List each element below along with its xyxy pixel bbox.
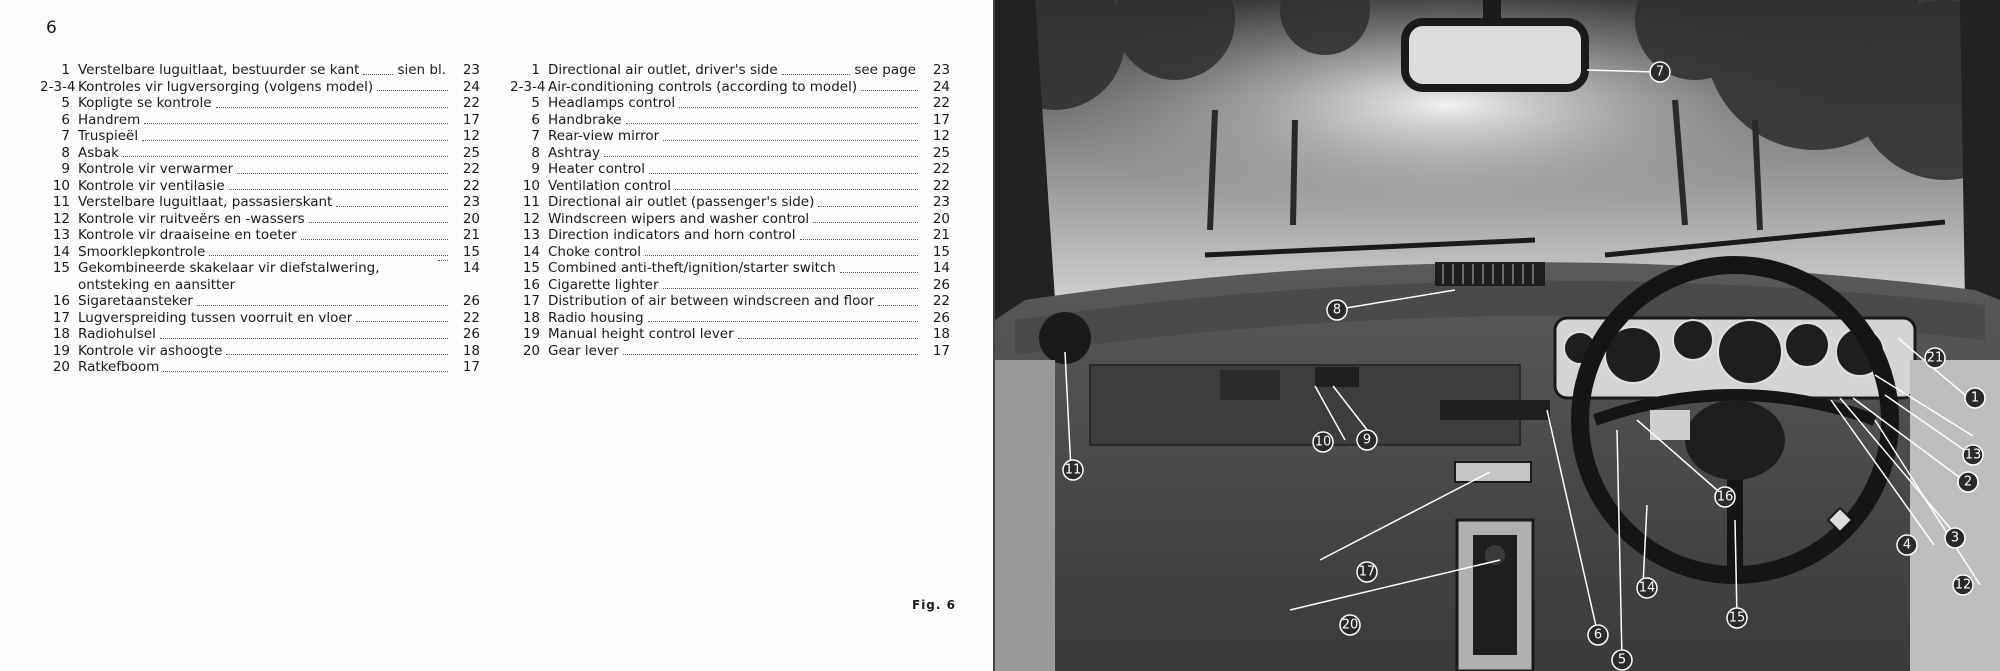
legend-page: 18 (932, 326, 950, 342)
legend-page: 12 (932, 128, 950, 144)
callout-3 (1945, 528, 1965, 548)
callout-4 (1897, 535, 1917, 555)
legend-label: Distribution of air between windscreen and floor (548, 293, 875, 309)
legend-label: Ventilation control (548, 177, 672, 194)
callout-number: 5 (1617, 652, 1627, 668)
leader-dots (675, 189, 918, 190)
legend-page: 22 (462, 309, 480, 326)
steering-column-label (1650, 410, 1690, 440)
leader-dots (336, 206, 448, 207)
callout-15 (1727, 608, 1747, 628)
legend-label: Kontroles vir lugversorging (volgens model) (78, 78, 374, 95)
legend-number: 11 (522, 194, 540, 210)
leader-dots (377, 90, 448, 91)
callout-number: 4 (1902, 537, 1912, 553)
afrikaans-legend-row (40, 112, 480, 129)
afrikaans-legend-row (40, 343, 480, 360)
leader-dots (216, 107, 448, 108)
callout-number: 21 (1926, 350, 1944, 366)
legend-page: 25 (462, 144, 480, 161)
leader-dots (209, 255, 448, 256)
legend-label: Sigaretaansteker (78, 293, 193, 309)
legend-number: 1 (61, 62, 70, 78)
driver-door (1910, 360, 2000, 671)
callout-number: 17 (1358, 564, 1376, 580)
rear-view-mirror (1405, 22, 1585, 88)
legend-page: 22 (932, 161, 950, 177)
legend-label: Gear lever (548, 342, 619, 359)
legend-number: 19 (522, 326, 540, 342)
legend-page: 15 (462, 243, 480, 260)
legend-number: 7 (61, 128, 70, 144)
air-distribution-slider (1455, 462, 1531, 482)
legend-number: 6 (61, 111, 70, 128)
heater-controls (1315, 367, 1359, 387)
legend-label: Gekombineerde skakelaar vir diefstalwering, ontsteking en aansitter (78, 260, 380, 293)
legend-number: 12 (522, 210, 540, 227)
english-legend-row (510, 178, 950, 195)
legend-number: 2-3-4 (40, 78, 76, 95)
legend-label: Asbak (78, 144, 119, 161)
english-legend-row (510, 293, 950, 310)
legend-page: 23 (462, 62, 480, 78)
legend-label: Kontrole vir verwarmer (78, 161, 234, 177)
afrikaans-legend-row (40, 79, 480, 96)
leader-dots (356, 321, 448, 322)
leader-dots (163, 371, 448, 372)
text-page (0, 0, 993, 671)
callout-number: 3 (1950, 530, 1960, 546)
legend-label: Handrem (78, 111, 141, 128)
dashboard-photo (995, 0, 2000, 671)
legend-number: 9 (531, 161, 540, 177)
callout-number: 15 (1728, 610, 1746, 626)
legend-number: 17 (52, 309, 70, 326)
afrikaans-legend-row (40, 211, 480, 228)
legend-number: 5 (531, 95, 540, 111)
english-legend-row (510, 95, 950, 112)
afrikaans-legend-row (40, 260, 480, 293)
afrikaans-legend-row (40, 326, 480, 343)
afrikaans-legend-row (40, 128, 480, 145)
callout-6 (1588, 625, 1608, 645)
callout-number: 6 (1593, 627, 1603, 643)
callout-17 (1357, 562, 1377, 582)
legend-number: 20 (522, 342, 540, 359)
callout-16 (1715, 487, 1735, 507)
legend-label: Rear-view mirror (548, 128, 660, 144)
english-legend-row (510, 244, 950, 261)
legend-number: 10 (52, 177, 70, 194)
glove-box-latch (1220, 370, 1280, 400)
leader-dots (438, 260, 448, 261)
legend-page: 18 (462, 342, 480, 359)
callout-14 (1637, 578, 1657, 598)
steering-wheel-hub (1685, 400, 1785, 480)
legend-number: 16 (522, 276, 540, 293)
legend-label: Kontrole vir ventilasie (78, 177, 225, 194)
english-legend-row (510, 227, 950, 244)
english-legend-row (510, 194, 950, 211)
central-vent (1435, 262, 1545, 286)
legend-page: 20 (932, 210, 950, 227)
legend-label: Directional air outlet (passenger's side) (548, 194, 815, 210)
callout-21 (1925, 348, 1945, 368)
legend-number: 9 (61, 161, 70, 177)
legend-page: 26 (932, 276, 950, 293)
legend-page: 24 (932, 78, 950, 95)
leader-dots (679, 107, 918, 108)
english-legend-row (510, 277, 950, 294)
english-legend-row (510, 310, 950, 327)
legend-number: 8 (531, 144, 540, 161)
leader-dots (229, 189, 448, 190)
legend-number: 1 (531, 62, 540, 78)
english-legend-row (510, 260, 950, 277)
afrikaans-legend-row (40, 95, 480, 112)
legend-number: 12 (52, 210, 70, 227)
leader-dots (604, 156, 918, 157)
legend-number: 7 (531, 128, 540, 144)
callout-number: 8 (1332, 302, 1342, 318)
legend-label: Kopligte se kontrole (78, 95, 212, 111)
legend-number: 18 (52, 326, 70, 342)
page-reference-prefix: sien bl. (397, 62, 446, 78)
legend-number: 6 (531, 111, 540, 128)
legend-label: Handbrake (548, 111, 622, 128)
legend-page: 15 (932, 243, 950, 260)
leader-dots (649, 173, 918, 174)
legend-page: 26 (932, 309, 950, 326)
leader-dots (144, 123, 448, 124)
callout-number: 14 (1638, 580, 1656, 596)
gear-lever-knob (1485, 545, 1505, 565)
legend-page: 12 (462, 128, 480, 144)
legend-number: 18 (522, 309, 540, 326)
legend-page: 22 (462, 177, 480, 194)
dashboard-photo-svg (995, 0, 2000, 671)
legend-number: 16 (52, 293, 70, 309)
legend-number: 5 (61, 95, 70, 111)
figure-label: Fig. 6 (912, 598, 956, 612)
legend-label: Verstelbare luguitlaat, passasierskant (78, 194, 333, 210)
legend-label: Smoorklepkontrole (78, 243, 206, 260)
callout-11 (1063, 460, 1083, 480)
callout-9 (1357, 430, 1377, 450)
english-legend-row (510, 112, 950, 129)
legend-number: 15 (522, 260, 540, 276)
legend-label: Lugverspreiding tussen voorruit en vloer (78, 309, 353, 326)
english-legend-row (510, 79, 950, 96)
legend-label: Ashtray (548, 144, 600, 161)
page-number: 6 (46, 18, 57, 38)
legend-page: 23 (932, 62, 950, 78)
legend-page: 25 (932, 144, 950, 161)
legend-number: 19 (52, 342, 70, 359)
legend-number: 14 (52, 243, 70, 260)
legend-page: 22 (462, 161, 480, 177)
afrikaans-legend-row (40, 293, 480, 310)
legend-label: Combined anti-theft/ignition/starter switch (548, 260, 836, 276)
callout-1 (1965, 388, 1985, 408)
legend-page: 22 (932, 293, 950, 309)
callout-number: 7 (1655, 64, 1665, 80)
legend-page: 14 (462, 260, 480, 276)
leader-dots (818, 206, 918, 207)
legend-label: Radio housing (548, 309, 644, 326)
afrikaans-legend-row (40, 194, 480, 211)
callout-5 (1612, 650, 1632, 670)
afrikaans-legend-row (40, 359, 480, 376)
legend-number: 15 (52, 260, 70, 276)
legend-number: 13 (52, 227, 70, 243)
leader-dots (363, 74, 393, 75)
legend-page: 24 (462, 78, 480, 95)
callout-number: 12 (1954, 577, 1972, 593)
legend-number: 11 (52, 194, 70, 210)
legend-label: Air-conditioning controls (according to model) (548, 78, 858, 95)
legend-label: Windscreen wipers and washer control (548, 210, 810, 227)
legend-page: 26 (462, 326, 480, 342)
leader-dots (237, 173, 448, 174)
callout-10 (1313, 432, 1333, 452)
legend-label: Manual height control lever (548, 326, 734, 342)
english-legend-row (510, 211, 950, 228)
callout-13 (1963, 445, 1983, 465)
leader-dots (160, 338, 448, 339)
leader-dots (738, 338, 918, 339)
legend-label: Kontrole vir draaiseine en toeter (78, 227, 297, 243)
leader-dots (813, 222, 918, 223)
afrikaans-legend-row (40, 161, 480, 178)
legend-label: Headlamps control (548, 95, 676, 111)
leader-dots (623, 354, 918, 355)
legend-label: Ratkefboom (78, 359, 160, 375)
legend-page: 22 (932, 95, 950, 111)
legend-page: 21 (932, 227, 950, 243)
english-legend-row (510, 145, 950, 162)
english-legend-row (510, 128, 950, 145)
afrikaans-legend-row (40, 227, 480, 244)
leader-dots (197, 305, 448, 306)
leader-dots (226, 354, 448, 355)
legend-number: 17 (522, 293, 540, 309)
callout-number: 9 (1362, 432, 1372, 448)
legend-number: 13 (522, 227, 540, 243)
afrikaans-legend-list (40, 62, 480, 376)
english-legend-row (510, 326, 950, 343)
leader-dots (878, 305, 918, 306)
leader-dots (301, 239, 448, 240)
mirror-mount (1483, 0, 1501, 26)
callout-8 (1327, 300, 1347, 320)
leader-dots (800, 239, 919, 240)
legend-number: 2-3-4 (510, 78, 546, 95)
callout-number: 11 (1064, 462, 1082, 478)
leader-dots (123, 156, 448, 157)
legend-page: 17 (932, 342, 950, 359)
legend-label: Kontrole vir ruitveërs en -wassers (78, 210, 305, 227)
callout-number: 10 (1314, 434, 1332, 450)
legend-number: 14 (522, 243, 540, 260)
legend-number: 10 (522, 177, 540, 194)
legend-page: 17 (462, 111, 480, 128)
callout-number: 1 (1970, 390, 1980, 406)
legend-label: Radiohulsel (78, 326, 156, 342)
english-legend-row (510, 161, 950, 178)
afrikaans-legend-row (40, 62, 480, 79)
passenger-door (995, 360, 1055, 671)
callout-2 (1958, 472, 1978, 492)
legend-label: Verstelbare luguitlaat, bestuurder se kant (78, 62, 360, 78)
legend-page: 22 (462, 95, 480, 111)
english-legend-row (510, 343, 950, 360)
callout-7 (1650, 62, 1670, 82)
page-reference-prefix: see page (854, 62, 916, 78)
legend-label: Kontrole vir ashoogte (78, 342, 223, 359)
legend-label: Truspieël (78, 128, 139, 144)
afrikaans-legend-row (40, 178, 480, 195)
callout-number: 16 (1716, 489, 1734, 505)
right-a-pillar (1960, 0, 2000, 330)
legend-label: Choke control (548, 243, 641, 260)
leader-dots (782, 74, 851, 75)
leader-dots (309, 222, 448, 223)
legend-page: 23 (462, 194, 480, 210)
leader-dots (861, 90, 918, 91)
leader-dots (142, 140, 448, 141)
legend-page: 21 (462, 227, 480, 243)
leader-dots (840, 272, 918, 273)
leader-dots (663, 140, 918, 141)
afrikaans-legend-row (40, 145, 480, 162)
callout-12 (1953, 575, 1973, 595)
afrikaans-legend-row (40, 244, 480, 261)
legend-label: Direction indicators and horn control (548, 227, 796, 243)
legend-label: Cigarette lighter (548, 276, 659, 293)
legend-page: 26 (462, 293, 480, 309)
leader-dots (663, 288, 918, 289)
callout-20 (1340, 615, 1360, 635)
english-legend-row (510, 62, 950, 79)
leader-dots (645, 255, 918, 256)
legend-page: 20 (462, 210, 480, 227)
legend-page: 17 (462, 359, 480, 375)
leader-dots (626, 123, 918, 124)
afrikaans-legend-row (40, 310, 480, 327)
legend-page: 23 (932, 194, 950, 210)
callout-number: 2 (1963, 474, 1973, 490)
callout-number: 13 (1964, 447, 1982, 463)
radio-housing (1440, 400, 1550, 420)
legend-number: 20 (52, 359, 70, 375)
leader-dots (648, 321, 918, 322)
legend-page: 17 (932, 111, 950, 128)
legend-label: Directional air outlet, driver's side (548, 62, 778, 78)
legend-page: 22 (932, 177, 950, 194)
legend-page: 14 (932, 260, 950, 276)
english-legend-list (510, 62, 950, 359)
legend-number: 8 (61, 144, 70, 161)
callout-number: 20 (1341, 617, 1359, 633)
legend-label: Heater control (548, 161, 645, 177)
